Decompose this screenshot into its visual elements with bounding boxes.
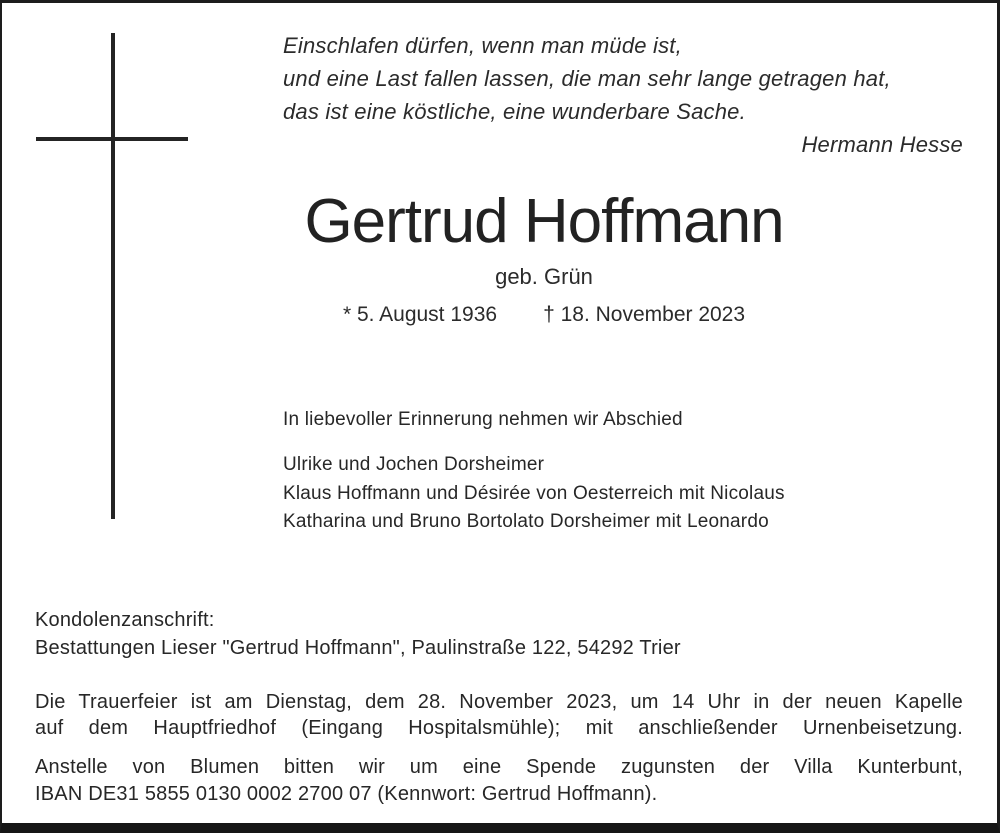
mourner-line: Katharina und Bruno Bortolato Dorsheimer mit Leonardo [283,511,769,532]
birth-date: * 5. August 1936 [342,303,498,326]
donation-iban-line: IBAN DE31 5855 0130 0002 2700 07 (Kennwort: Gertrud Hoffmann). [35,783,658,805]
cross-vertical-bar [111,33,115,519]
condolence-label: Kondolenzanschrift: [35,609,215,631]
quote-attribution: Hermann Hesse [801,132,963,157]
deceased-name: Gertrud Hoffmann [304,187,784,256]
quote-block [283,29,963,161]
maiden-name: geb. Grün [495,264,593,289]
mourner-line: Klaus Hoffmann und Désirée von Oesterreich mit Nicolaus [283,482,785,504]
mourners-list [283,451,785,537]
quote-line: das ist eine köstliche, eine wunderbare Sache. [283,99,746,124]
condolence-block [35,606,681,662]
mourner-line: Ulrike und Jochen Dorsheimer [283,454,545,475]
death-date: † 18. November 2023 [543,303,746,326]
service-block [35,689,963,741]
farewell-line: In liebevoller Erinnerung nehmen wir Abschied [283,409,683,430]
service-line: auf dem Hauptfriedhof (Eingang Hospitalsmühle); mit anschließender Urnenbeisetzung. [35,717,963,739]
quote-line: und eine Last fallen lassen, die man sehr lange getragen hat, [283,66,891,91]
donation-block [35,754,963,808]
life-dates [119,302,969,328]
service-line: Die Trauerfeier ist am Dienstag, dem 28. November 2023, um 14 Uhr in der neuen Kapelle [35,691,963,713]
cross-horizontal-bar [36,137,188,141]
donation-line: Anstelle von Blumen bitten wir um eine Spende zugunsten der Villa Kunterbunt, [35,756,963,778]
condolence-address: Bestattungen Lieser "Gertrud Hoffmann", Paulinstraße 122, 54292 Trier [35,637,681,659]
quote-line: Einschlafen dürfen, wenn man müde ist, [283,33,682,58]
